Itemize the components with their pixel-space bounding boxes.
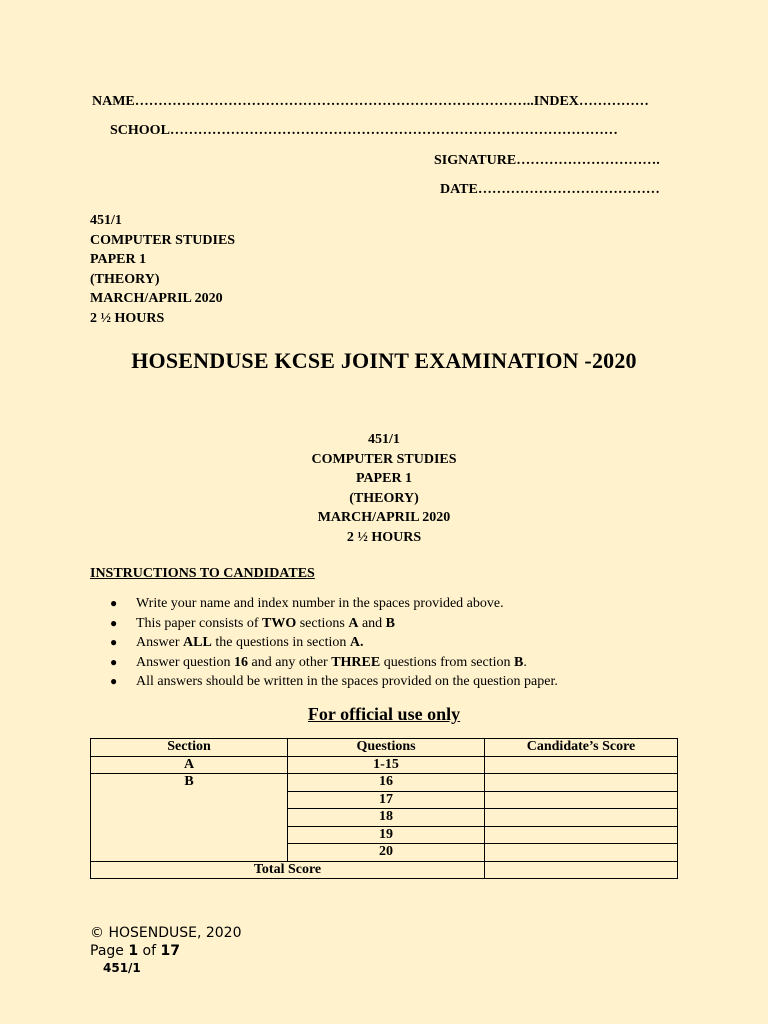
score-cell[interactable] bbox=[485, 791, 678, 809]
table-total-row bbox=[91, 861, 678, 879]
official-use-heading bbox=[0, 704, 768, 725]
bullet-icon: ● bbox=[110, 654, 118, 669]
name-index-line: NAME…………………………………………………………………………..INDEX…………… bbox=[92, 94, 649, 109]
score-cell[interactable] bbox=[485, 844, 678, 862]
instruction-item bbox=[90, 614, 558, 634]
paper-duration: 2 ½ HOURS bbox=[346, 529, 422, 545]
copyright: © HOSENDUSE, 2020 bbox=[90, 925, 242, 941]
official-use-heading-text: For official use only bbox=[307, 704, 461, 724]
paper-number: PAPER 1 bbox=[355, 471, 413, 486]
instruction-item bbox=[90, 633, 558, 653]
total-score-label: Total Score bbox=[91, 861, 485, 879]
instruction-text: This paper consists of TWO sections A and B bbox=[136, 615, 396, 631]
paper-info-center bbox=[0, 430, 768, 547]
section-a-cell: A bbox=[91, 756, 288, 774]
question-cell: 19 bbox=[288, 826, 485, 844]
paper-session: MARCH/APRIL 2020 bbox=[317, 510, 451, 525]
signature-line: SIGNATURE…………………………. bbox=[434, 153, 660, 168]
paper-code: 451/1 bbox=[368, 432, 400, 447]
section-a-questions-cell: 1-15 bbox=[288, 756, 485, 774]
question-cell: 20 bbox=[288, 844, 485, 862]
question-cell: 18 bbox=[288, 809, 485, 827]
paper-subject: COMPUTER STUDIES bbox=[90, 232, 236, 248]
table-row bbox=[91, 774, 678, 792]
paper-info-left bbox=[90, 211, 235, 328]
bullet-icon: ● bbox=[110, 674, 118, 688]
footer-paper-code: 451/1 bbox=[103, 961, 141, 975]
paper-number: PAPER 1 bbox=[90, 252, 147, 267]
page-prefix: Page bbox=[90, 943, 129, 959]
column-header-questions: Questions bbox=[288, 739, 485, 757]
total-score-cell[interactable] bbox=[485, 861, 678, 879]
exam-title: HOSENDUSE KCSE JOINT EXAMINATION -2020 bbox=[131, 348, 637, 373]
question-cell: 16 bbox=[288, 774, 485, 792]
instructions-list bbox=[90, 594, 558, 692]
instruction-text: Answer question 16 and any other THREE questions from section B. bbox=[136, 654, 527, 670]
column-header-section: Section bbox=[91, 739, 288, 757]
instruction-text: Answer ALL the questions in section A. bbox=[136, 635, 364, 650]
paper-type: (THEORY) bbox=[349, 490, 419, 506]
column-header-score: Candidate’s Score bbox=[485, 739, 678, 757]
instruction-item bbox=[90, 672, 558, 692]
page-number bbox=[90, 943, 180, 959]
table-row bbox=[91, 756, 678, 774]
school-line: SCHOOL…………………………………………………………………………………… bbox=[110, 123, 618, 138]
score-cell[interactable] bbox=[485, 756, 678, 774]
instructions-heading: INSTRUCTIONS TO CANDIDATES bbox=[90, 566, 315, 581]
paper-subject: COMPUTER STUDIES bbox=[311, 451, 457, 467]
bullet-icon: ● bbox=[110, 635, 118, 649]
question-cell: 17 bbox=[288, 791, 485, 809]
paper-code: 451/1 bbox=[90, 213, 122, 228]
instruction-item bbox=[90, 594, 558, 614]
instruction-item bbox=[90, 653, 558, 673]
score-cell[interactable] bbox=[485, 774, 678, 792]
score-cell[interactable] bbox=[485, 809, 678, 827]
instruction-text: Write your name and index number in the spaces provided above. bbox=[136, 596, 504, 611]
instruction-text: All answers should be written in the spaces provided on the question paper. bbox=[136, 674, 558, 689]
paper-type: (THEORY) bbox=[90, 271, 160, 287]
section-b-cell: B bbox=[91, 774, 288, 862]
page-total: 17 bbox=[160, 943, 180, 959]
paper-session: MARCH/APRIL 2020 bbox=[90, 291, 223, 306]
bullet-icon: ● bbox=[110, 615, 118, 630]
table-header-row bbox=[91, 739, 678, 757]
date-line: DATE………………………………… bbox=[440, 182, 660, 197]
page-current: 1 bbox=[128, 943, 139, 959]
score-cell[interactable] bbox=[485, 826, 678, 844]
page-of: of bbox=[138, 943, 161, 959]
paper-duration: 2 ½ HOURS bbox=[90, 310, 165, 326]
score-table bbox=[90, 738, 678, 879]
bullet-icon: ● bbox=[110, 596, 118, 610]
